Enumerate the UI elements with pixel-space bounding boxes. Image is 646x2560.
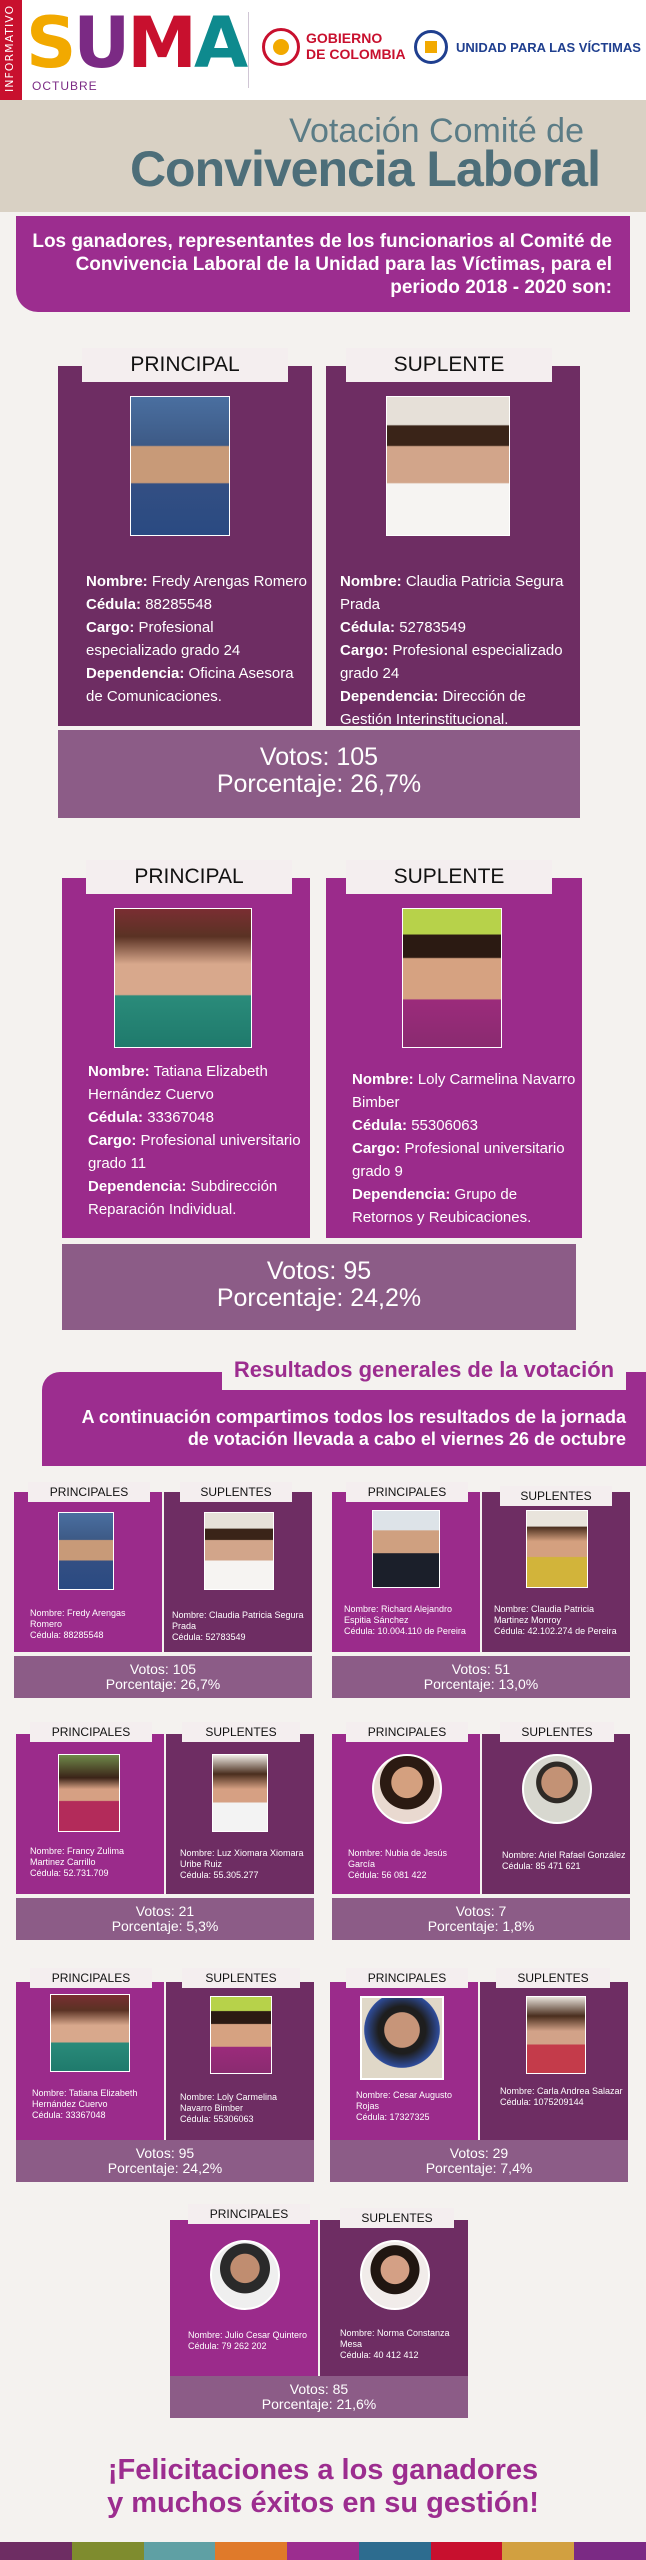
candidate-info: Nombre: Julio Cesar Quintero Cédula: 79 262 202 (188, 2330, 308, 2351)
result-principal-card (14, 1492, 162, 1652)
unidad-seal-icon (414, 30, 448, 64)
result-votes: Votos: 105 Porcentaje: 26,7% (14, 1656, 312, 1698)
result-suplente-card (482, 1492, 630, 1652)
candidate-photo (114, 908, 252, 1048)
page-title-line2: Convivencia Laboral (129, 141, 600, 197)
suplente-tab: SUPLENTE (346, 348, 552, 382)
result-votes: Votos: 95 Porcentaje: 24,2% (16, 2140, 314, 2182)
candidate-info: Nombre: Norma Constanza Mesa Cédula: 40 412 412 (340, 2328, 450, 2360)
header (0, 0, 646, 100)
result-votes: Votos: 21 Porcentaje: 5,3% (16, 1898, 314, 1940)
suplentes-tab: SUPLENTES (182, 1968, 300, 1988)
unidad-logo-text: UNIDAD PARA LAS VÍCTIMAS (456, 40, 641, 55)
candidate-photo (526, 1996, 586, 2074)
principal-tab: PRINCIPAL (86, 860, 292, 894)
suplentes-tab: SUPLENTES (496, 1968, 610, 1988)
result-principal-card (16, 1982, 164, 2142)
candidate-info: Nombre: Tatiana Elizabeth Hernández Cuervo Cédula: 33367048 (32, 2088, 138, 2120)
candidate-photo (50, 1994, 130, 2072)
candidate-photo (522, 1754, 592, 1824)
result-suplente-card (482, 1734, 630, 1894)
principales-tab: PRINCIPALES (28, 1482, 150, 1502)
candidate-photo (58, 1512, 114, 1590)
result-votes: Votos: 7 Porcentaje: 1,8% (332, 1898, 630, 1940)
candidate-info: Nombre: Ariel Rafael González Cédula: 85 471 621 (502, 1850, 626, 1871)
candidate-photo (210, 1996, 272, 2074)
result-principal-card (332, 1734, 480, 1894)
suplentes-tab: SUPLENTES (500, 1722, 614, 1742)
candidate-info: Nombre: Loly Carmelina Navarro Bimber Cédula: 55306063 Cargo: Profesional universitario grado 9 Dependencia: Grupo de Retornos y Reubicaciones. (352, 1071, 576, 1226)
candidate-photo (130, 396, 230, 536)
color-stripe-segment (502, 2542, 574, 2560)
month-label: OCTUBRE (32, 79, 98, 93)
votes-box-2: Votos: 95 Porcentaje: 24,2% (62, 1244, 576, 1330)
suplentes-tab: SUPLENTES (340, 2208, 454, 2228)
candidate-info: Nombre: Fredy Arengas Romero Cédula: 88285548 Cargo: Profesional especializado grado 24 Dependencia: Oficina Asesora de Comunicaciones. (86, 573, 307, 705)
result-suplente-card (480, 1982, 628, 2142)
candidate-info: Nombre: Richard Alejandro Espitia Sánchez Cédula: 10.004.110 de Pereira (344, 1604, 466, 1636)
candidate-info: Nombre: Tatiana Elizabeth Hernández Cuervo Cédula: 33367048 Cargo: Profesional universitario grado 11 Dependencia: Subdirección Reparación Individual. (88, 1063, 301, 1218)
congratulations-message: ¡Felicitaciones a los ganadores y muchos éxitos en su gestión! (107, 2454, 539, 2519)
suplentes-tab: SUPLENTES (182, 1722, 300, 1742)
suplente-card-2 (326, 878, 582, 1238)
candidate-photo (360, 1996, 444, 2080)
result-votes: Votos: 51 Porcentaje: 13,0% (332, 1656, 630, 1698)
candidate-info: Nombre: Claudia Patricia Segura Prada Cédula: 52783549 Cargo: Profesional especializado grado 24 Dependencia: Dirección de Gestión Interinstitucional. (340, 573, 564, 728)
candidate-photo (372, 1754, 442, 1824)
result-suplente-card (166, 1734, 314, 1894)
page-title-line1: Votación Comité de (289, 112, 584, 150)
principal-tab: PRINCIPAL (82, 348, 288, 382)
result-principal-card (16, 1734, 164, 1894)
color-stripe-segment (287, 2542, 359, 2560)
principales-tab: PRINCIPALES (188, 2204, 310, 2224)
candidate-photo (402, 908, 502, 1048)
color-stripe-segment (431, 2542, 503, 2560)
candidate-info: Nombre: Francy Zulima Martinez Carrillo Cédula: 52.731.709 (30, 1846, 125, 1878)
suplentes-tab: SUPLENTES (180, 1482, 292, 1502)
candidate-photo (212, 1754, 268, 1832)
result-votes: Votos: 29 Porcentaje: 7,4% (330, 2140, 628, 2182)
color-stripe-segment (0, 2542, 72, 2560)
color-stripe-segment (359, 2542, 431, 2560)
intro-text: Los ganadores, representantes de los funcionarios al Comité de Convivencia Laboral de la Unidad para las Víctimas, para el periodo 2018 - 2020 son: (32, 231, 612, 298)
candidate-photo (204, 1512, 274, 1590)
result-principal-card (332, 1492, 480, 1652)
result-votes: Votos: 85 Porcentaje: 21,6% (170, 2376, 468, 2418)
side-tab-label: INFORMATIVO (3, 4, 16, 92)
candidate-photo (386, 396, 510, 536)
candidate-info: Nombre: Nubia de Jesús García Cédula: 56 081 422 (348, 1848, 448, 1880)
results-subtitle: A continuación compartimos todos los resultados de la jornada de votación llevada a cabo el viernes 26 de octubre (81, 1407, 626, 1449)
color-stripe-segment (215, 2542, 287, 2560)
gobierno-seal-icon (262, 28, 300, 66)
principales-tab: PRINCIPALES (30, 1968, 152, 1988)
candidate-info: Nombre: Claudia Patricia Segura Prada Cédula: 52783549 (172, 1610, 304, 1642)
intro-banner (16, 216, 630, 312)
suplentes-tab: SUPLENTES (500, 1486, 612, 1506)
candidate-photo (360, 2240, 430, 2310)
suplente-tab: SUPLENTE (346, 860, 552, 894)
candidate-photo (210, 2240, 280, 2310)
result-principal-card (330, 1982, 478, 2142)
suma-logo: SUMA (26, 2, 246, 84)
candidate-info: Nombre: Carla Andrea Salazar Cédula: 1075209144 (500, 2086, 623, 2107)
suplente-card-1 (326, 366, 580, 726)
result-suplente-card (166, 1982, 314, 2142)
candidate-info: Nombre: Luz Xiomara Xiomara Uribe Ruiz Cédula: 55.305.277 (180, 1848, 304, 1880)
candidate-photo (526, 1510, 588, 1588)
result-suplente-card (164, 1492, 312, 1652)
principal-card-2 (62, 878, 310, 1238)
header-divider (248, 12, 249, 88)
candidate-photo (58, 1754, 120, 1832)
principales-tab: PRINCIPALES (346, 1482, 468, 1502)
result-principal-card (170, 2220, 318, 2380)
principales-tab: PRINCIPALES (346, 1722, 468, 1742)
gobierno-logo-text: GOBIERNO DE COLOMBIA (306, 30, 406, 62)
votes-box-1: Votos: 105 Porcentaje: 26,7% (58, 730, 580, 818)
candidate-info: Nombre: Fredy Arengas Romero Cédula: 88285548 (30, 1608, 126, 1640)
informativo-side-tab (0, 0, 22, 100)
color-stripe-segment (144, 2542, 216, 2560)
principales-tab: PRINCIPALES (346, 1968, 468, 1988)
results-title: Resultados generales de la votación (222, 1350, 626, 1390)
principales-tab: PRINCIPALES (30, 1722, 152, 1742)
color-stripe-segment (72, 2542, 144, 2560)
candidate-photo (372, 1510, 440, 1588)
color-stripe-segment (574, 2542, 646, 2560)
candidate-info: Nombre: Cesar Augusto Rojas Cédula: 17327325 (356, 2090, 453, 2122)
candidate-info: Nombre: Claudia Patricia Martinez Monroy Cédula: 42.102.274 de Pereira (494, 1604, 617, 1636)
candidate-info: Nombre: Loly Carmelina Navarro Bimber Cédula: 55306063 (180, 2092, 278, 2124)
principal-card-1 (58, 366, 312, 726)
result-suplente-card (320, 2220, 468, 2380)
